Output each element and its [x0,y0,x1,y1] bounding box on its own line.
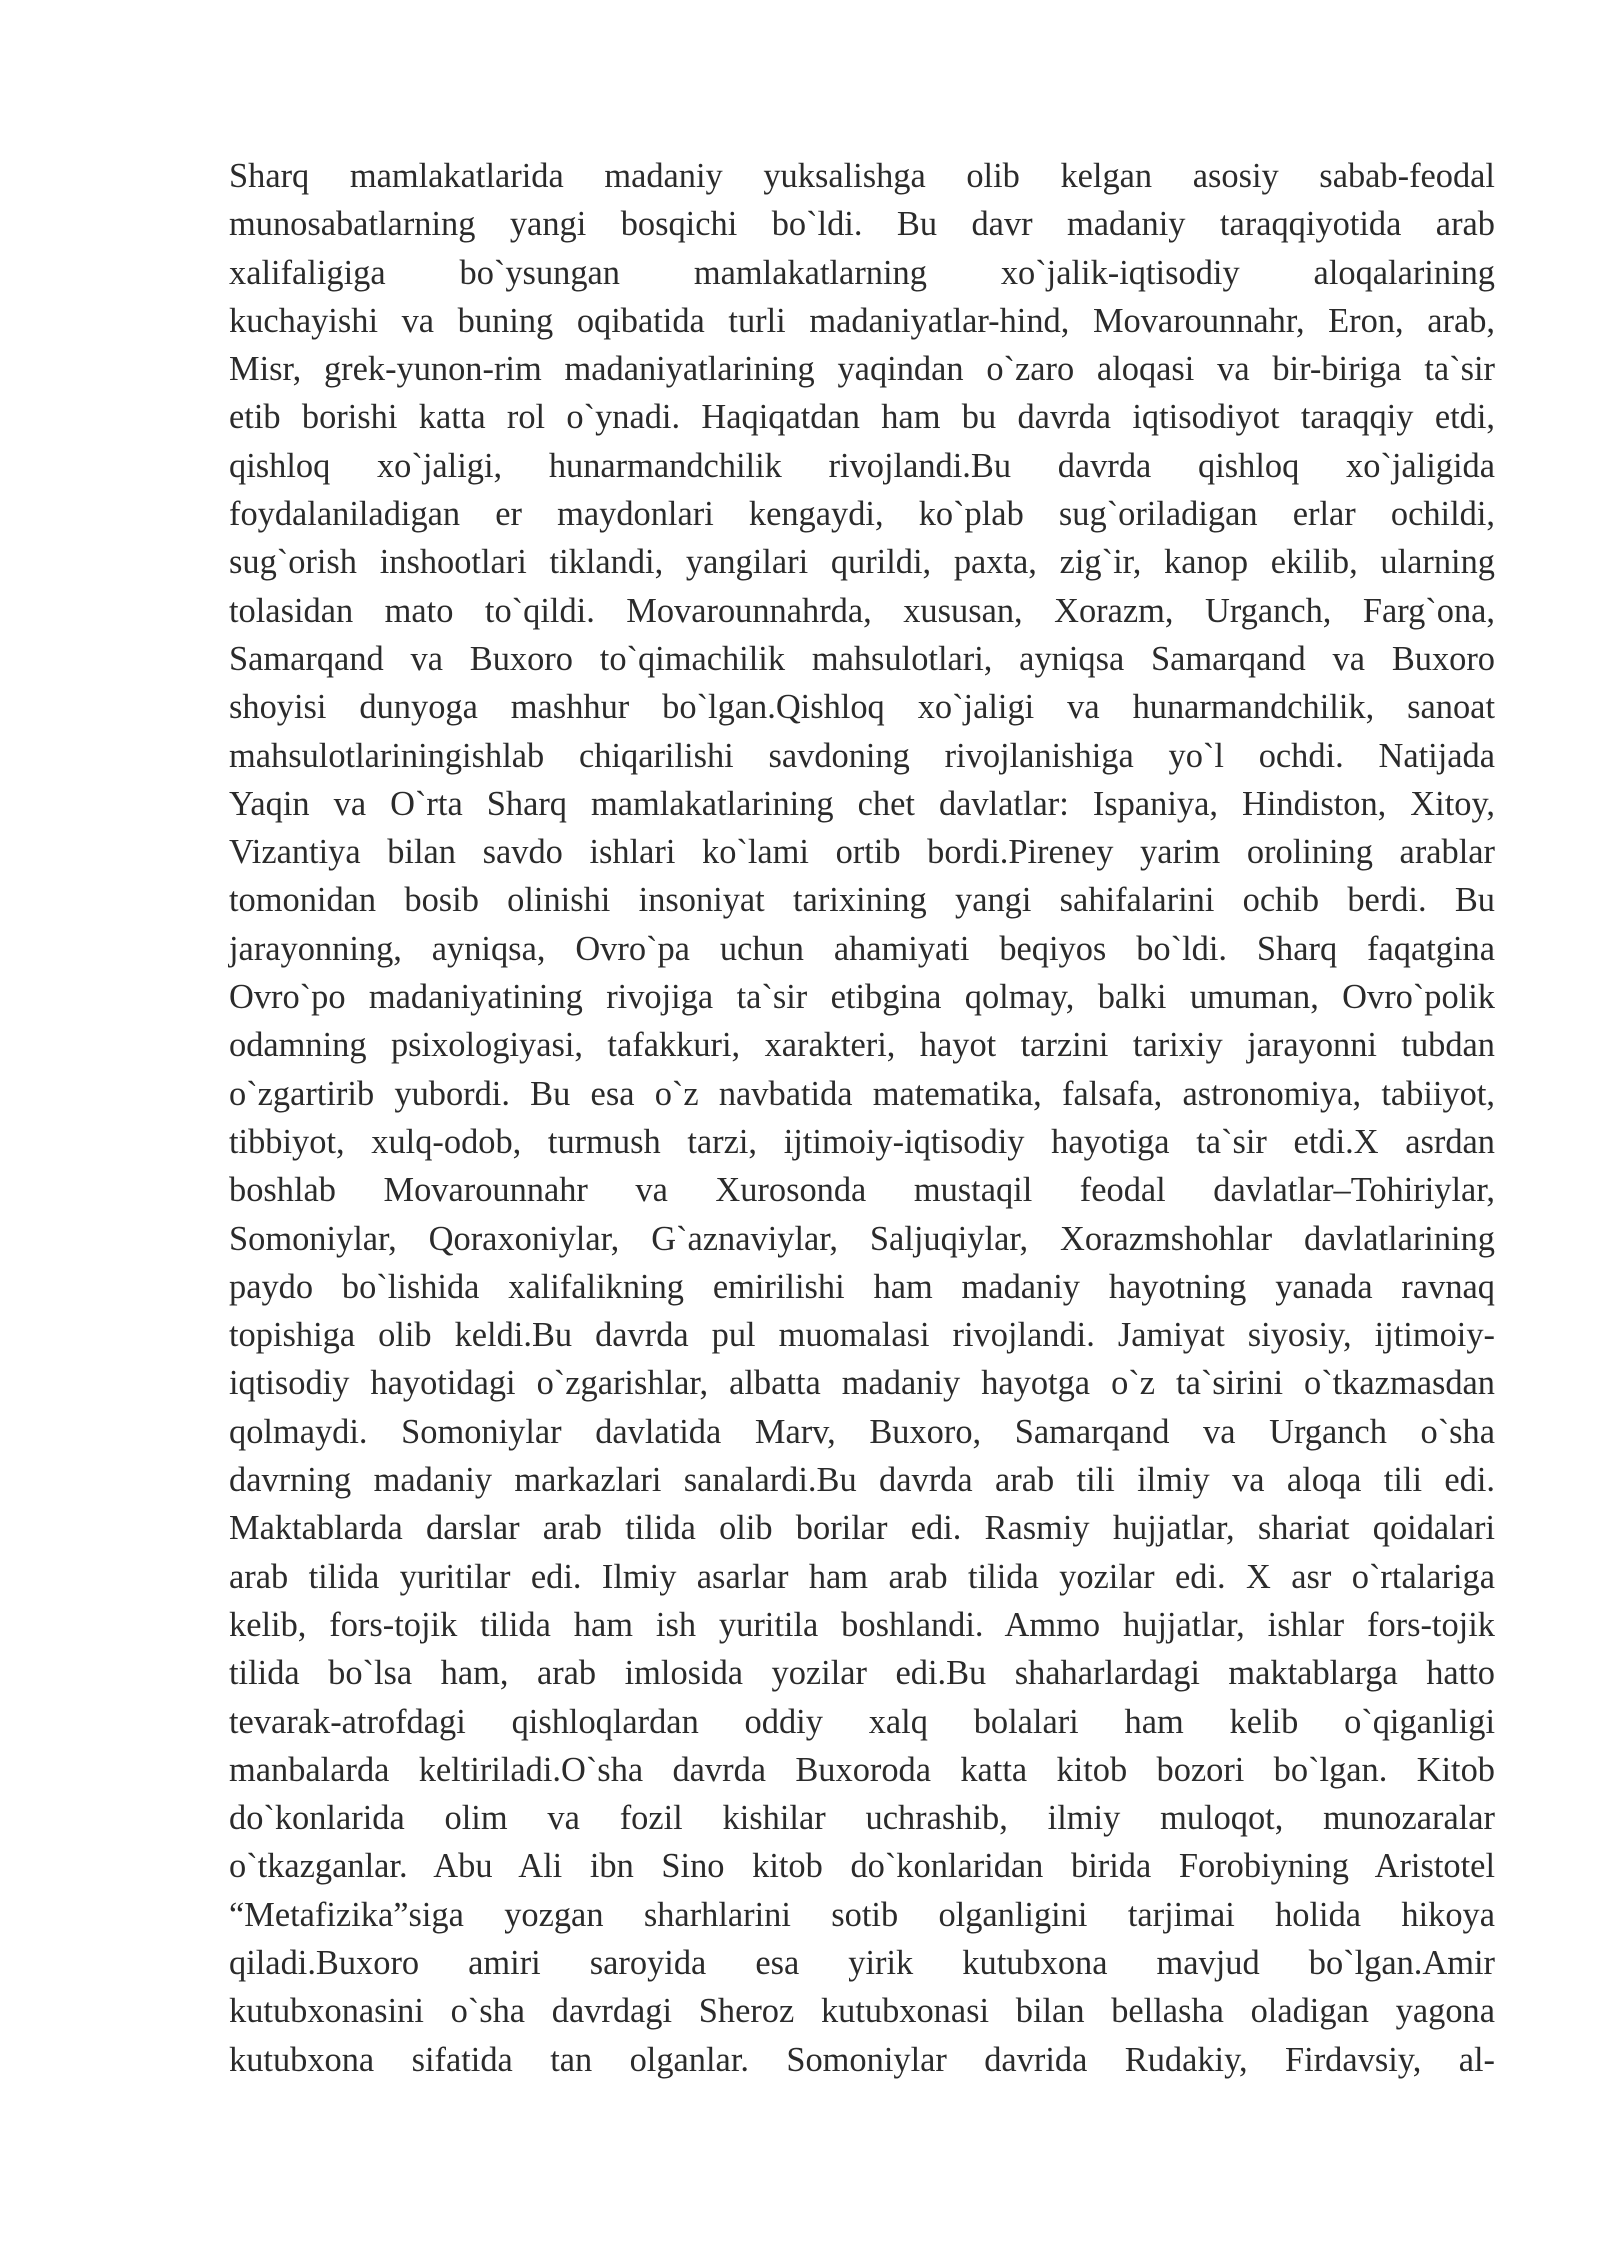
text-line: tomonidan bosib olinishi insoniyat tarixining yangi sahifalarini ochib berdi. Bu [229,881,1495,920]
text-line: sug`orish inshootlari tiklandi, yangilari qurildi, paxta, zig`ir, kanop ekilib, ularning [229,543,1495,582]
text-line: paydo bo`lishida xalifalikning emirilishi ham madaniy hayotning yanada ravnaq [229,1267,1495,1306]
text-line: jarayonning, ayniqsa, Ovro`pa uchun ahamiyati beqiyos bo`ldi. Sharq faqatgina [229,929,1495,968]
text-line: munosabatlarning yangi bosqichi bo`ldi. Bu davr madaniy taraqqiyotida arab [229,205,1495,244]
text-line: Yaqin va O`rta Sharq mamlakatlarining chet davlatlar: Ispaniya, Hindiston, Xitoy, [229,784,1495,823]
text-line: qolmaydi. Somoniylar davlatida Marv, Buxoro, Samarqand va Urganch o`sha [229,1412,1495,1451]
text-line: mahsulotlariningishlab chiqarilishi savdoning rivojlanishiga yo`l ochdi. Natijada [229,736,1495,775]
text-line: arab tilida yuritilar edi. Ilmiy asarlar ham arab tilida yozilar edi. X asr o`rtalariga [229,1557,1495,1596]
text-line: tolasidan mato to`qildi. Movarounnahrda, xususan, Xorazm, Urganch, Farg`ona, [229,591,1495,630]
text-line: qishloq xo`jaligi, hunarmandchilik rivojlandi.Bu davrda qishloq xo`jaligida [229,446,1495,485]
text-line: iqtisodiy hayotidagi o`zgarishlar, albatta madaniy hayotga o`z ta`sirini o`tkazmasdan [229,1364,1495,1403]
text-line: Samarqand va Buxoro to`qimachilik mahsulotlari, ayniqsa Samarqand va Buxoro [229,639,1495,678]
text-line: shoyisi dunyoga mashhur bo`lgan.Qishloq xo`jaligi va hunarmandchilik, sanoat [229,688,1495,727]
text-line: etib borishi katta rol o`ynadi. Haqiqatdan ham bu davrda iqtisodiyot taraqqiy etdi, [229,398,1495,437]
text-line: Vizantiya bilan savdo ishlari ko`lami ortib bordi.Pireney yarim orolining arablar [229,833,1495,872]
text-line: kelib, fors-tojik tilida ham ish yuritila boshlandi. Ammo hujjatlar, ishlar fors-tojik [229,1605,1495,1644]
text-line: xalifaligiga bo`ysungan mamlakatlarning xo`jalik-iqtisodiy aloqalarining [229,253,1495,292]
text-line: topishiga olib keldi.Bu davrda pul muomalasi rivojlandi. Jamiyat siyosiy, ijtimoiy- [229,1316,1495,1355]
text-line: o`tkazganlar. Abu Ali ibn Sino kitob do`konlaridan birida Forobiyning Aristotel [229,1847,1495,1886]
text-line: kutubxona sifatida tan olganlar. Somoniylar davrida Rudakiy, Firdavsiy, al- [229,2040,1495,2079]
text-line: boshlab Movarounnahr va Xurosonda mustaqil feodal davlatlar–Tohiriylar, [229,1171,1495,1210]
body-text [229,152,1495,2084]
text-line: do`konlarida olim va fozil kishilar uchrashib, ilmiy muloqot, munozaralar [229,1799,1495,1838]
text-line: o`zgartirib yubordi. Bu esa o`z navbatida matematika, falsafa, astronomiya, tabiiyot, [229,1074,1495,1113]
text-line: tibbiyot, xulq-odob, turmush tarzi, ijtimoiy-iqtisodiy hayotiga ta`sir etdi.X asrdan [229,1122,1495,1161]
text-line: foydalaniladigan er maydonlari kengaydi, ko`plab sug`oriladigan erlar ochildi, [229,495,1495,534]
text-line: kuchayishi va buning oqibatida turli madaniyatlar-hind, Movarounnahr, Eron, arab, [229,301,1495,340]
text-line: Misr, grek-yunon-rim madaniyatlarining yaqindan o`zaro aloqasi va bir-biriga ta`sir [229,350,1495,389]
text-line: Sharq mamlakatlarida madaniy yuksalishga olib kelgan asosiy sabab-feodal [229,157,1495,195]
text-line: odamning psixologiyasi, tafakkuri, xarakteri, hayot tarzini tarixiy jarayonni tubdan [229,1026,1495,1065]
text-line: tilida bo`lsa ham, arab imlosida yozilar edi.Bu shaharlardagi maktablarga hatto [229,1654,1495,1693]
text-line: Somoniylar, Qoraxoniylar, G`aznaviylar, Saljuqiylar, Xorazmshohlar davlatlarining [229,1219,1495,1258]
text-line: manbalarda keltiriladi.O`sha davrda Buxoroda katta kitob bozori bo`lgan. Kitob [229,1750,1495,1789]
text-line: Ovro`po madaniyatining rivojiga ta`sir etibgina qolmay, balki umuman, Ovro`polik [229,978,1495,1017]
text-line: qiladi.Buxoro amiri saroyida esa yirik kutubxona mavjud bo`lgan.Amir [229,1943,1495,1982]
text-line: kutubxonasini o`sha davrdagi Sheroz kutubxonasi bilan bellasha oladigan yagona [229,1992,1495,2031]
text-line: davrning madaniy markazlari sanalardi.Bu davrda arab tili ilmiy va aloqa tili edi. [229,1461,1495,1500]
text-line: Maktablarda darslar arab tilida olib borilar edi. Rasmiy hujjatlar, shariat qoidalari [229,1509,1495,1548]
text-line: tevarak-atrofdagi qishloqlardan oddiy xalq bolalari ham kelib o`qiganligi [229,1702,1495,1741]
text-line: “Metafizika”siga yozgan sharhlarini sotib olganligini tarjimai holida hikoya [229,1895,1495,1934]
